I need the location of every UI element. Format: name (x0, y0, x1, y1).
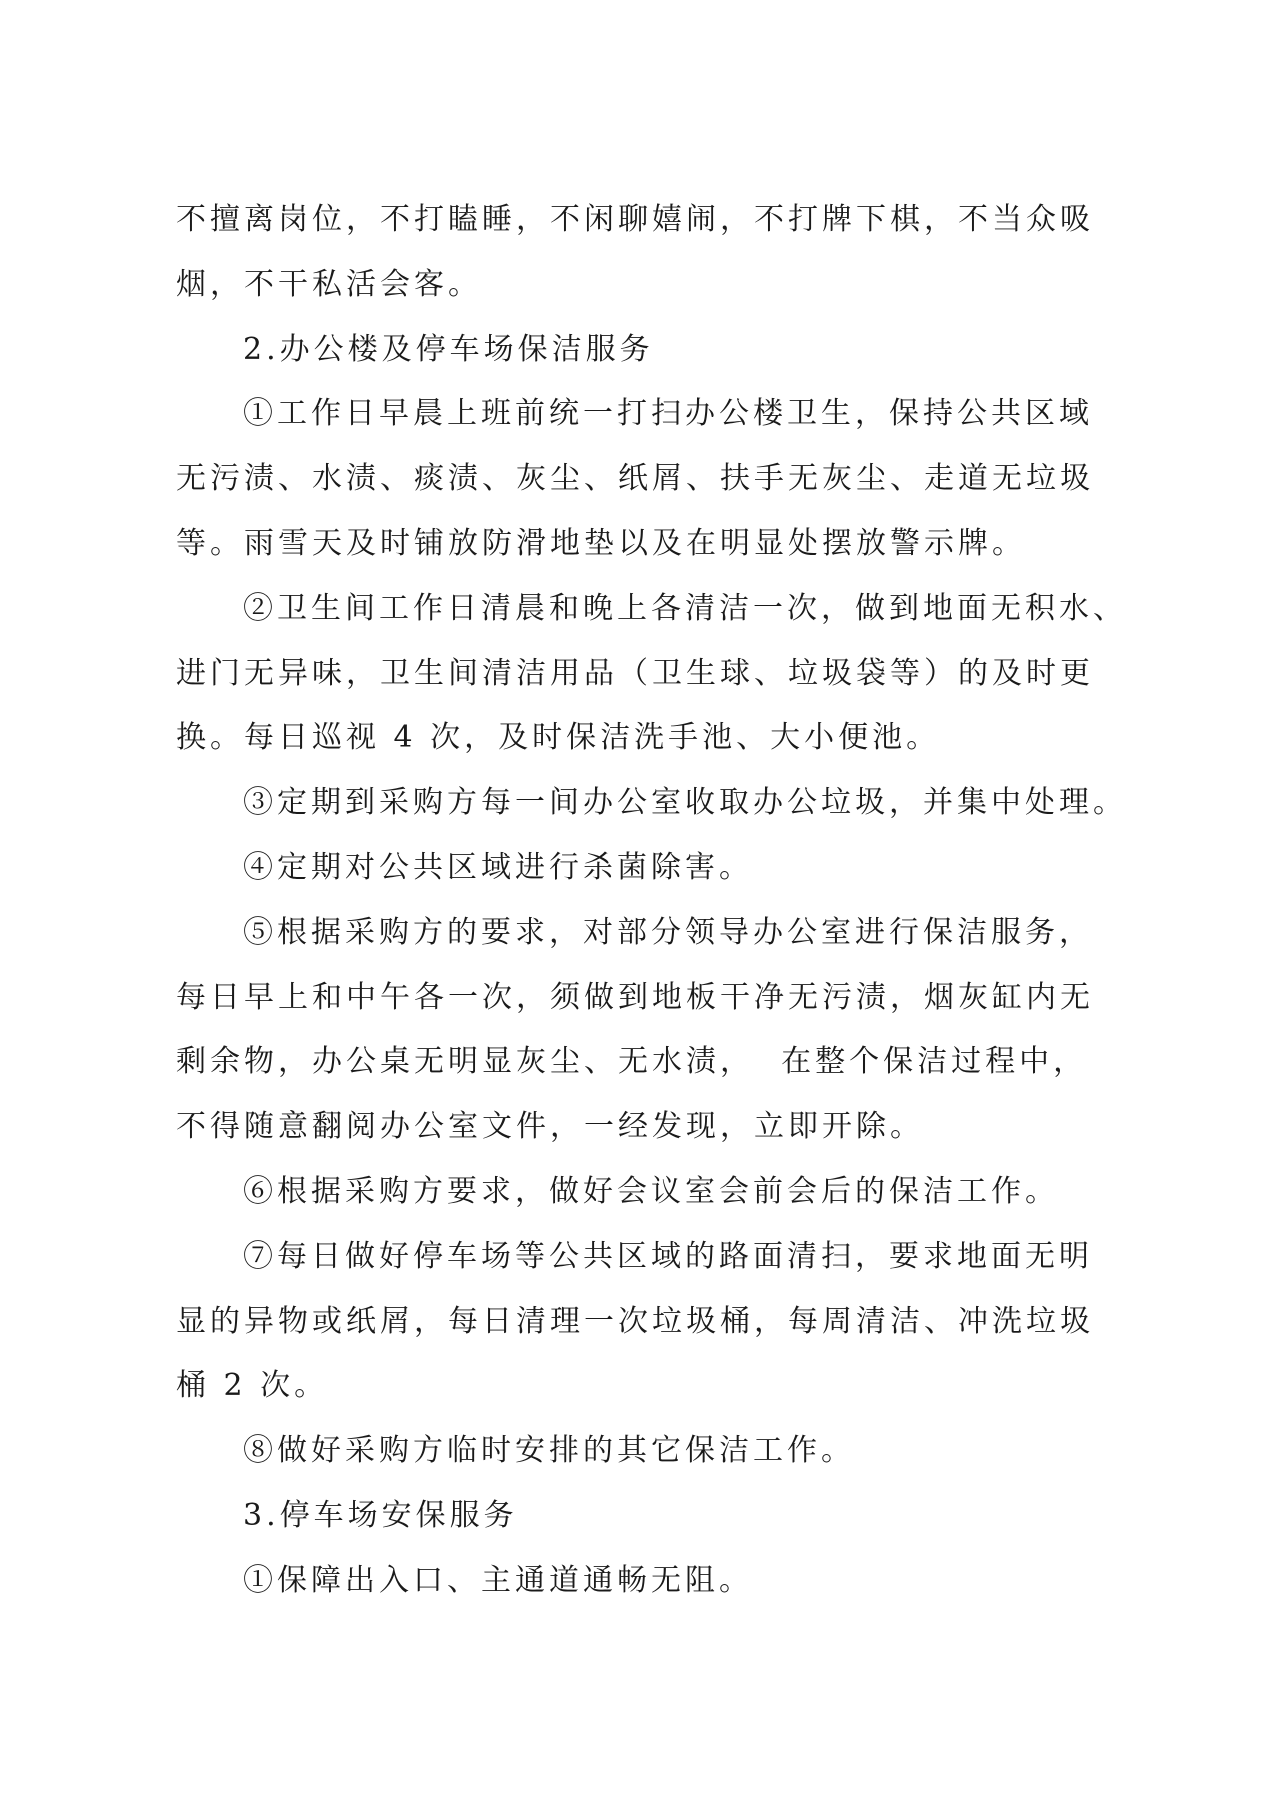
list-item (176, 382, 1236, 576)
text-line: ②卫生间工作日清晨和晚上各清洁一次，做到地面无积水、 (243, 590, 1127, 626)
text-line: ⑧做好采购方临时安排的其它保洁工作。 (243, 1433, 855, 1469)
text-line: ④定期对公共区域进行杀菌除害。 (243, 849, 753, 885)
text-line: 等。雨雪天及时铺放防滑地垫以及在明显处摆放警示牌。 (176, 525, 1026, 561)
section-heading-text: 3.停车场安保服务 (243, 1497, 518, 1533)
text-line: ⑤根据采购方的要求，对部分领导办公室进行保洁服务， (243, 914, 1093, 950)
text-line: ⑦每日做好停车场等公共区域的路面清扫，要求地面无明 (243, 1238, 1093, 1274)
text-line: 显的异物或纸屑，每日清理一次垃圾桶，每周清洁、冲洗垃圾 (176, 1303, 1094, 1339)
list-item (176, 836, 1236, 901)
list-item (176, 901, 1236, 1160)
text-line: 烟，不干私活会客。 (176, 266, 482, 302)
section-heading (176, 318, 1236, 383)
section-heading (176, 1484, 1236, 1549)
text-line: ⑥根据采购方要求，做好会议室会前会后的保洁工作。 (243, 1173, 1059, 1209)
text-line: 剩余物，办公桌无明显灰尘、无水渍， 在整个保洁过程中， (176, 1044, 1088, 1080)
text-line: 进门无异味，卫生间清洁用品（卫生球、垃圾袋等）的及时更 (176, 655, 1094, 691)
list-item (176, 1160, 1236, 1225)
text-line: 不擅离岗位，不打瞌睡，不闲聊嬉闹，不打牌下棋，不当众吸 (176, 202, 1094, 237)
text-line: 桶 2 次。 (176, 1368, 329, 1404)
list-item (176, 1549, 1236, 1614)
paragraph-continued (176, 188, 1236, 318)
text-line: 无污渍、水渍、痰渍、灰尘、纸屑、扶手无灰尘、走道无垃圾 (176, 461, 1094, 497)
document-body (176, 188, 1236, 1614)
text-line: ①工作日早晨上班前统一打扫办公楼卫生，保持公共区域 (243, 396, 1093, 432)
list-item (176, 771, 1236, 836)
list-item (176, 1419, 1236, 1484)
text-line: ③定期到采购方每一间办公室收取办公垃圾，并集中处理。 (243, 785, 1127, 821)
text-line: ①保障出入口、主通道通畅无阻。 (243, 1562, 753, 1598)
text-line: 不得随意翻阅办公室文件，一经发现，立即开除。 (176, 1109, 924, 1145)
text-line: 换。每日巡视 4 次，及时保洁洗手池、大小便池。 (176, 720, 941, 756)
section-heading-text: 2.办公楼及停车场保洁服务 (243, 331, 654, 367)
text-line: 每日早上和中午各一次，须做到地板干净无污渍，烟灰缸内无 (176, 979, 1094, 1015)
list-item (176, 1225, 1236, 1419)
list-item (176, 577, 1236, 771)
